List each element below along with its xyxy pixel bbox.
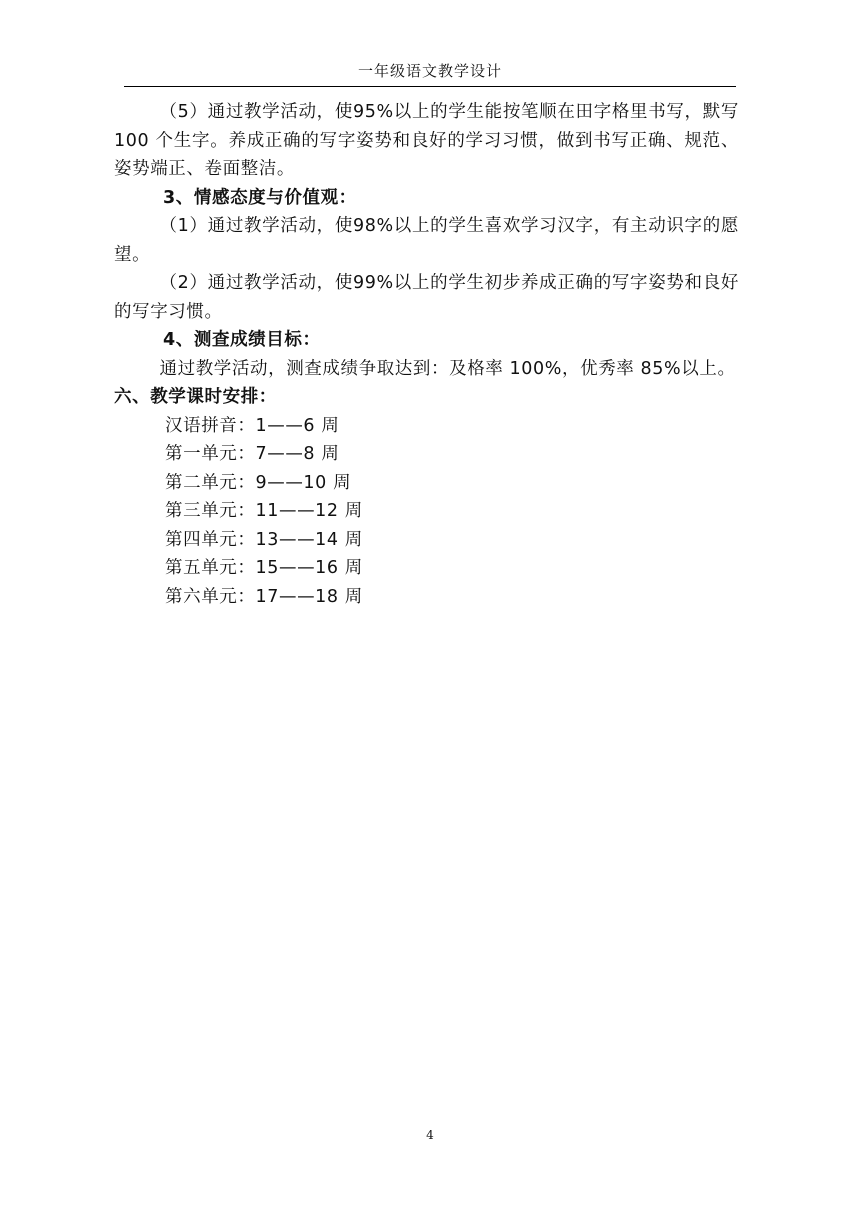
paragraph-attitude-1: （1）通过教学活动，使98%以上的学生喜欢学习汉字，有主动识字的愿望。: [114, 216, 739, 265]
paragraph-objective-5: （5）通过教学活动，使95%以上的学生能按笔顺在田字格里书写，默写 100 个生字。养成正确的写字姿势和良好的学习习惯，做到书写正确、规范、姿势端正、卷面整洁。: [114, 102, 739, 179]
section-heading-schedule: 六、教学课时安排：: [114, 387, 277, 407]
schedule-item-unit-4: 第四单元：13——14 周: [165, 529, 363, 550]
section-heading-attitude: 3、情感态度与价值观：: [163, 187, 357, 208]
schedule-item-unit-2: 第二单元：9——10 周: [165, 472, 352, 493]
paragraph-score-goal: 通过教学活动，测查成绩争取达到：及格率 100%，优秀率 85%以上。: [159, 358, 736, 379]
schedule-item-unit-1: 第一单元：7——8 周: [165, 444, 340, 464]
schedule-item-unit-5: 第五单元：15——16 周: [165, 558, 363, 578]
page-number: 4: [426, 1128, 434, 1142]
schedule-item-unit-6: 第六单元：17——18 周: [165, 586, 363, 607]
document-body: [114, 98, 739, 611]
page-header-title: 一年级语文教学设计: [357, 62, 502, 80]
schedule-item-unit-3: 第三单元：11——12 周: [165, 501, 363, 521]
header-divider: [124, 86, 736, 87]
schedule-item-pinyin: 汉语拼音：1——6 周: [165, 415, 340, 436]
section-heading-score-goal: 4、测查成绩目标：: [163, 330, 321, 350]
paragraph-attitude-2: （2）通过教学活动，使99%以上的学生初步养成正确的写字姿势和良好的写字习惯。: [114, 273, 739, 322]
